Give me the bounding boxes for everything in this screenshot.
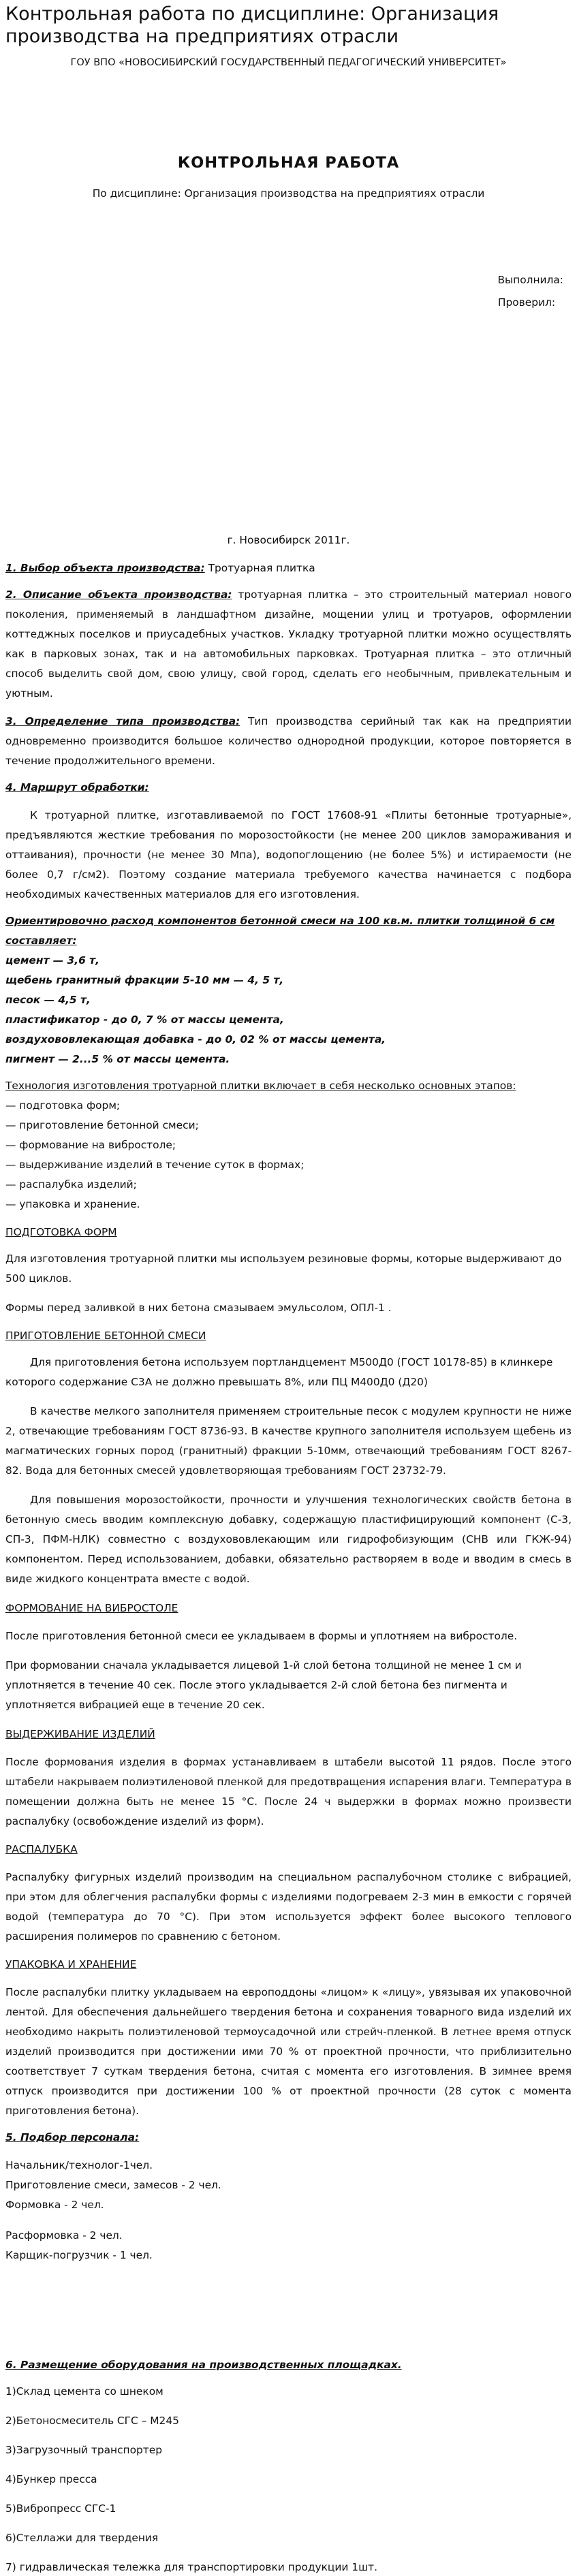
strip-paragraph: Распалубку фигурных изделий производим на специальном распалубочном столике с вибрацией, при этом для облегчения распалубки формы с изделиями подогреваем 2-3 мин в емкости с горячей водой (температура до 70 °С). При этом используется эффект более высокого теплового расширения полимеров по сравнению с бетоном. xyxy=(5,1871,572,1943)
concrete-paragraph: Для повышения морозостойкости, прочности и улучшения технологических свойств бетона в бетонную смесь вводим комплексную добавку, содержащую пластифицирующий компонент (С-3, СП-3, ПФМ-НЛК) совместно с воздухововлекающим или гидрофобизующим (СНВ или ГКЖ-94) компонентом. Перед использованием, добавки, обязательно растворяем в воде и вводим в смесь в виде жидкого концентрата вместе с водой. xyxy=(5,1494,572,1585)
staff-item: Карщик-погрузчик - 1 чел. xyxy=(5,2249,153,2261)
section-1 xyxy=(5,559,572,578)
staff-item: Начальник/технолог-1чел. xyxy=(5,2159,153,2171)
section-heading: 1. Выбор объекта производства: xyxy=(5,562,205,574)
stage-item: — подготовка форм; xyxy=(5,1099,121,1112)
equipment-item: 1)Склад цемента со шнеком xyxy=(5,2385,163,2398)
concrete-paragraph: Для приготовления бетона используем портландцемент М500Д0 (ГОСТ 10178-85) в клинкере которого содержание С3А не должно превышать 8%, или ПЦ М400Д0 (Д20) xyxy=(5,1356,553,1388)
section-text: тротуарная плитка – это строительный материал нового поколения, применяемый в ландшафтном дизайне, мощении улиц и тротуаров, оформлении коттеджных поселков и приусадебных участков. Укладку тротуарной плитки можно осуществлять как в парковых зонах, так и на автомобильных парковках. Тротуарная плитка – это отличный способ выделить свой дом, свою улицу, свой город, сделать его необычным, привлекательным и уютным. xyxy=(5,588,572,700)
mix-item: песок — 4,5 т, xyxy=(5,994,91,1006)
vibro-paragraph: При формовании сначала укладывается лицевой 1-й слой бетона толщиной не менее 1 см и уплотняется в течение 40 сек. После этого укладывается 2-й слой бетона без пигмента и уплотняется вибрацией еще в течение 20 сек. xyxy=(5,1659,522,1711)
forms-paragraph: Для изготовления тротуарной плитки мы используем резиновые формы, которые выдерживают до 500 циклов. xyxy=(5,1253,562,1285)
vibro-paragraph: После приготовления бетонной смеси ее укладываем в формы и уплотняем на вибростоле. xyxy=(5,1630,518,1642)
equipment-item: 7) гидравлическая тележка для транспортировки продукции 1шт. xyxy=(5,2561,378,2573)
performed-label: Выполнила: xyxy=(497,274,563,286)
section-4-text: К тротуарной плитке, изготавливаемой по ГОСТ 17608-91 «Плиты бетонные тротуарные», предъявляются жесткие требования по морозостойкости (не менее 200 циклов замораживания и оттаивания), прочности (не менее 30 Мпа), водопоглощению (не более 5%) и истираемости (не более 0,7 г/см2). Поэтому создание материала требуемого качества начинается с подбора необходимых качественных материалов для его изготовления. xyxy=(5,809,572,900)
work-subtitle: По дисциплине: Организация производства на предприятиях отрасли xyxy=(92,187,485,200)
checked-label: Проверил: xyxy=(497,296,555,309)
forms-heading: ПОДГОТОВКА ФОРМ xyxy=(5,1226,117,1238)
mix-item: щебень гранитный фракции 5-10 мм — 4, 5 т, xyxy=(5,974,284,986)
mix-item: цемент — 3,6 т, xyxy=(5,954,99,967)
university-name: ГОУ ВПО «НОВОСИБИРСКИЙ ГОСУДАРСТВЕННЫЙ ПЕДАГОГИЧЕСКИЙ УНИВЕРСИТЕТ» xyxy=(70,57,507,68)
section-4-heading xyxy=(5,778,572,798)
concrete-heading: ПРИГОТОВЛЕНИЕ БЕТОННОЙ СМЕСИ xyxy=(5,1330,206,1342)
staff-item: Расформовка - 2 чел. xyxy=(5,2229,123,2242)
mix-item: воздухововлекающая добавка - до 0, 02 % от массы цемента, xyxy=(5,1033,386,1046)
stage-item: — формование на вибростоле; xyxy=(5,1139,176,1151)
staff-item: Формовка - 2 чел. xyxy=(5,2199,104,2211)
equipment-item: 5)Вибропресс СГС-1 xyxy=(5,2502,116,2515)
mix-item: пигмент — 2...5 % от массы цемента. xyxy=(5,1053,230,1065)
section-heading: 3. Определение типа производства: xyxy=(5,715,240,727)
section-3 xyxy=(5,712,572,771)
concrete-paragraph: В качестве мелкого заполнителя применяем строительные песок с модулем крупности не ниже 2, отвечающие требованиям ГОСТ 8736-93. В качестве крупного заполнителя используем щебень из магматических горных пород (гранитный) фракции 5-10мм, отвечающий требованиям ГОСТ 8267-82. Вода для бетонных смесей удовлетворяющая требованиям ГОСТ 23732-79. xyxy=(5,1405,572,1477)
stage-item: — упаковка и хранение. xyxy=(5,1198,140,1210)
mix-item: пластификатор - до 0, 7 % от массы цемента, xyxy=(5,1014,284,1026)
stage-item: — выдерживание изделий в течение суток в формах; xyxy=(5,1159,305,1171)
document-title: Контрольная работа по дисциплине: Организация производства на предприятиях отрасли xyxy=(5,3,499,47)
section-heading: 2. Описание объекта производства: xyxy=(5,588,232,601)
section-heading: 4. Маршрут обработки: xyxy=(5,781,149,794)
stages-heading: Технология изготовления тротуарной плитки включает в себя несколько основных этапов: xyxy=(5,1080,516,1092)
pack-paragraph: После распалубки плитку укладываем на европоддоны «лицом» к «лицу», увязывая их упаковочной лентой. Для обеспечения дальнейшего твердения бетона и сохранения товарного вида изделий их необходимо накрыть полиэтиленовой термоусадочной или стрейч-пленкой. В летнее время отпуск изделий производится при достижении ими 70 % от проектной прочности, что приблизительно соответствует 7 суткам твердения бетона, считая с момента его изготовления. В зимнее время отпуск производится при достижении 100 % от проектной прочности (28 суток с момента приготовления бетона). xyxy=(5,1986,572,2117)
equipment-item: 3)Загрузочный транспортер xyxy=(5,2444,163,2456)
work-title: КОНТРОЛЬНАЯ РАБОТА xyxy=(177,154,400,172)
section-text: Тип производства серийный так как на предприятии одновременно производится большое количество однородной продукции, которое повторяется в течение продолжительного времени. xyxy=(5,715,572,767)
vibro-heading: ФОРМОВАНИЕ НА ВИБРОСТОЛЕ xyxy=(5,1602,178,1614)
section-2 xyxy=(5,585,572,704)
forms-paragraph: Формы перед заливкой в них бетона смазываем эмульсолом, ОПЛ-1 . xyxy=(5,1302,392,1314)
pack-heading: УПАКОВКА И ХРАНЕНИЕ xyxy=(5,1958,137,1970)
equipment-item: 4)Бункер пресса xyxy=(5,2473,97,2485)
equipment-heading: 6. Размещение оборудования на производственных площадках. xyxy=(5,2359,402,2371)
staff-item: Приготовление смеси, замесов - 2 чел. xyxy=(5,2179,221,2191)
section-text: Тротуарная плитка xyxy=(204,562,315,574)
equipment-item: 6)Стеллажи для твердения xyxy=(5,2532,159,2544)
hold-heading: ВЫДЕРЖИВАНИЕ ИЗДЕЛИЙ xyxy=(5,1728,155,1740)
stage-item: — распалубка изделий; xyxy=(5,1178,137,1191)
equipment-item: 2)Бетоносмеситель СГС – М245 xyxy=(5,2415,179,2427)
strip-heading: РАСПАЛУБКА xyxy=(5,1843,78,1855)
mix-heading: Ориентировочно расход компонентов бетонной смеси на 100 кв.м. плитки толщиной 6 см составляет: xyxy=(5,915,555,947)
hold-paragraph: После формования изделия в формах устанавливаем в штабели высотой 11 рядов. После этого штабели накрываем полиэтиленовой пленкой для предотвращения испарения влаги. Температура в помещении должна быть не менее 15 °С. После 24 ч выдержки в формах можно произвести распалубку (освобождение изделий из форм). xyxy=(5,1756,572,1827)
stage-item: — приготовление бетонной смеси; xyxy=(5,1119,199,1131)
city-year: г. Новосибирск 2011г. xyxy=(227,534,350,546)
staff-heading: 5. Подбор персонала: xyxy=(5,2131,140,2143)
